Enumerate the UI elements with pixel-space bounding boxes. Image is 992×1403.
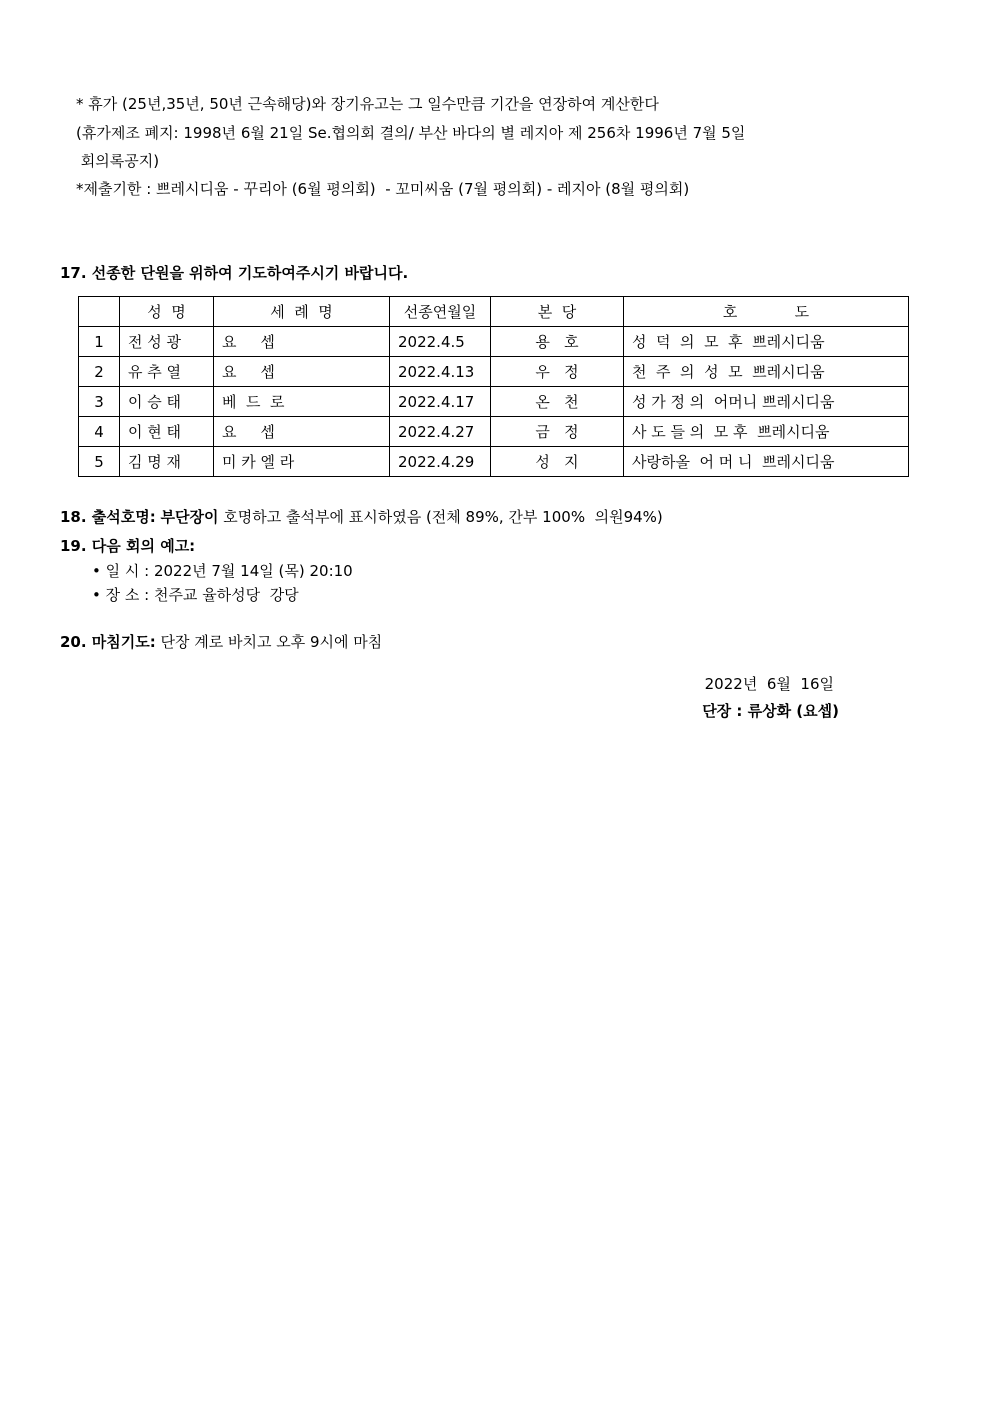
table-cell: 3 <box>79 387 120 417</box>
section-18-text: 호명하고 출석부에 표시하였음 (전체 89%, 간부 100% 의원94%) <box>218 508 663 526</box>
header-cell: 본 당 <box>491 297 624 327</box>
table-cell: 용 호 <box>491 327 624 357</box>
document-date: 2022년 6월 16일 <box>704 675 834 693</box>
section-17-title: 17. 선종한 단원을 위하여 기도하여주시기 바랍니다. <box>60 264 409 282</box>
signature: 단장 : 류상화 (요셉) <box>702 702 839 720</box>
meeting-place: • 장 소 : 천주교 율하성당 강당 <box>92 586 299 604</box>
header-cell: 선종연월일 <box>390 297 491 327</box>
table-cell: 이 승 태 <box>120 387 214 417</box>
note-line: 회의록공지) <box>76 152 160 170</box>
table-row <box>79 387 909 417</box>
section-18 <box>60 506 663 527</box>
section-19-label: 19. 다음 회의 예고: <box>60 537 196 555</box>
header-cell: 성 명 <box>120 297 214 327</box>
table-cell: 사 도 들 의 모 후 쁘레시디움 <box>624 417 909 447</box>
table-cell: 천 주 의 성 모 쁘레시디움 <box>624 357 909 387</box>
section-20 <box>60 631 382 652</box>
table-cell: 4 <box>79 417 120 447</box>
table-cell: 베 드 로 <box>214 387 390 417</box>
note-line: * 휴가 (25년,35년, 50년 근속해당)와 장기유고는 그 일수만큼 기간을 연장하여 계산한다 <box>76 95 659 113</box>
table-cell: 우 정 <box>491 357 624 387</box>
table-cell: 요 셉 <box>214 327 390 357</box>
table-cell: 이 현 태 <box>120 417 214 447</box>
note-line: *제출기한 : 쁘레시디움 - 꾸리아 (6월 평의회) - 꼬미씨움 (7월 평의회) - 레지아 (8월 평의회) <box>76 180 690 198</box>
table-cell: 2022.4.17 <box>390 387 491 417</box>
section-18-bold: 부단장이 <box>160 508 219 526</box>
header-cell: 호 도 <box>624 297 909 327</box>
table-cell: 미 카 엘 라 <box>214 447 390 477</box>
table-row <box>79 417 909 447</box>
table-row <box>79 357 909 387</box>
table-cell: 유 추 열 <box>120 357 214 387</box>
meeting-time: • 일 시 : 2022년 7월 14일 (목) 20:10 <box>92 562 353 580</box>
table-cell: 온 천 <box>491 387 624 417</box>
table-cell: 요 셉 <box>214 357 390 387</box>
table-cell: 2022.4.5 <box>390 327 491 357</box>
deceased-members-table <box>78 296 909 477</box>
table-header-row <box>79 297 909 327</box>
table-cell: 김 명 재 <box>120 447 214 477</box>
table-cell: 2022.4.29 <box>390 447 491 477</box>
table-cell: 성 가 정 의 어머니 쁘레시디움 <box>624 387 909 417</box>
section-18-label: 18. 출석호명: <box>60 508 156 526</box>
table-cell: 2022.4.13 <box>390 357 491 387</box>
section-20-label: 20. 마침기도: <box>60 633 156 651</box>
table-cell: 전 성 광 <box>120 327 214 357</box>
table-cell: 성 덕 의 모 후 쁘레시디움 <box>624 327 909 357</box>
table-row <box>79 447 909 477</box>
table-cell: 금 정 <box>491 417 624 447</box>
note-line: (휴가제조 폐지: 1998년 6월 21일 Se.협의회 결의/ 부산 바다의 별 레지아 제 256차 1996년 7월 5일 <box>76 124 746 142</box>
table-cell: 요 셉 <box>214 417 390 447</box>
table-cell: 성 지 <box>491 447 624 477</box>
header-cell <box>79 297 120 327</box>
table-cell: 2022.4.27 <box>390 417 491 447</box>
table-cell: 2 <box>79 357 120 387</box>
table-cell: 5 <box>79 447 120 477</box>
table-row <box>79 327 909 357</box>
header-cell: 세 례 명 <box>214 297 390 327</box>
table-cell: 사랑하올 어 머 니 쁘레시디움 <box>624 447 909 477</box>
section-20-text: 단장 계로 바치고 오후 9시에 마침 <box>155 633 383 651</box>
table-cell: 1 <box>79 327 120 357</box>
